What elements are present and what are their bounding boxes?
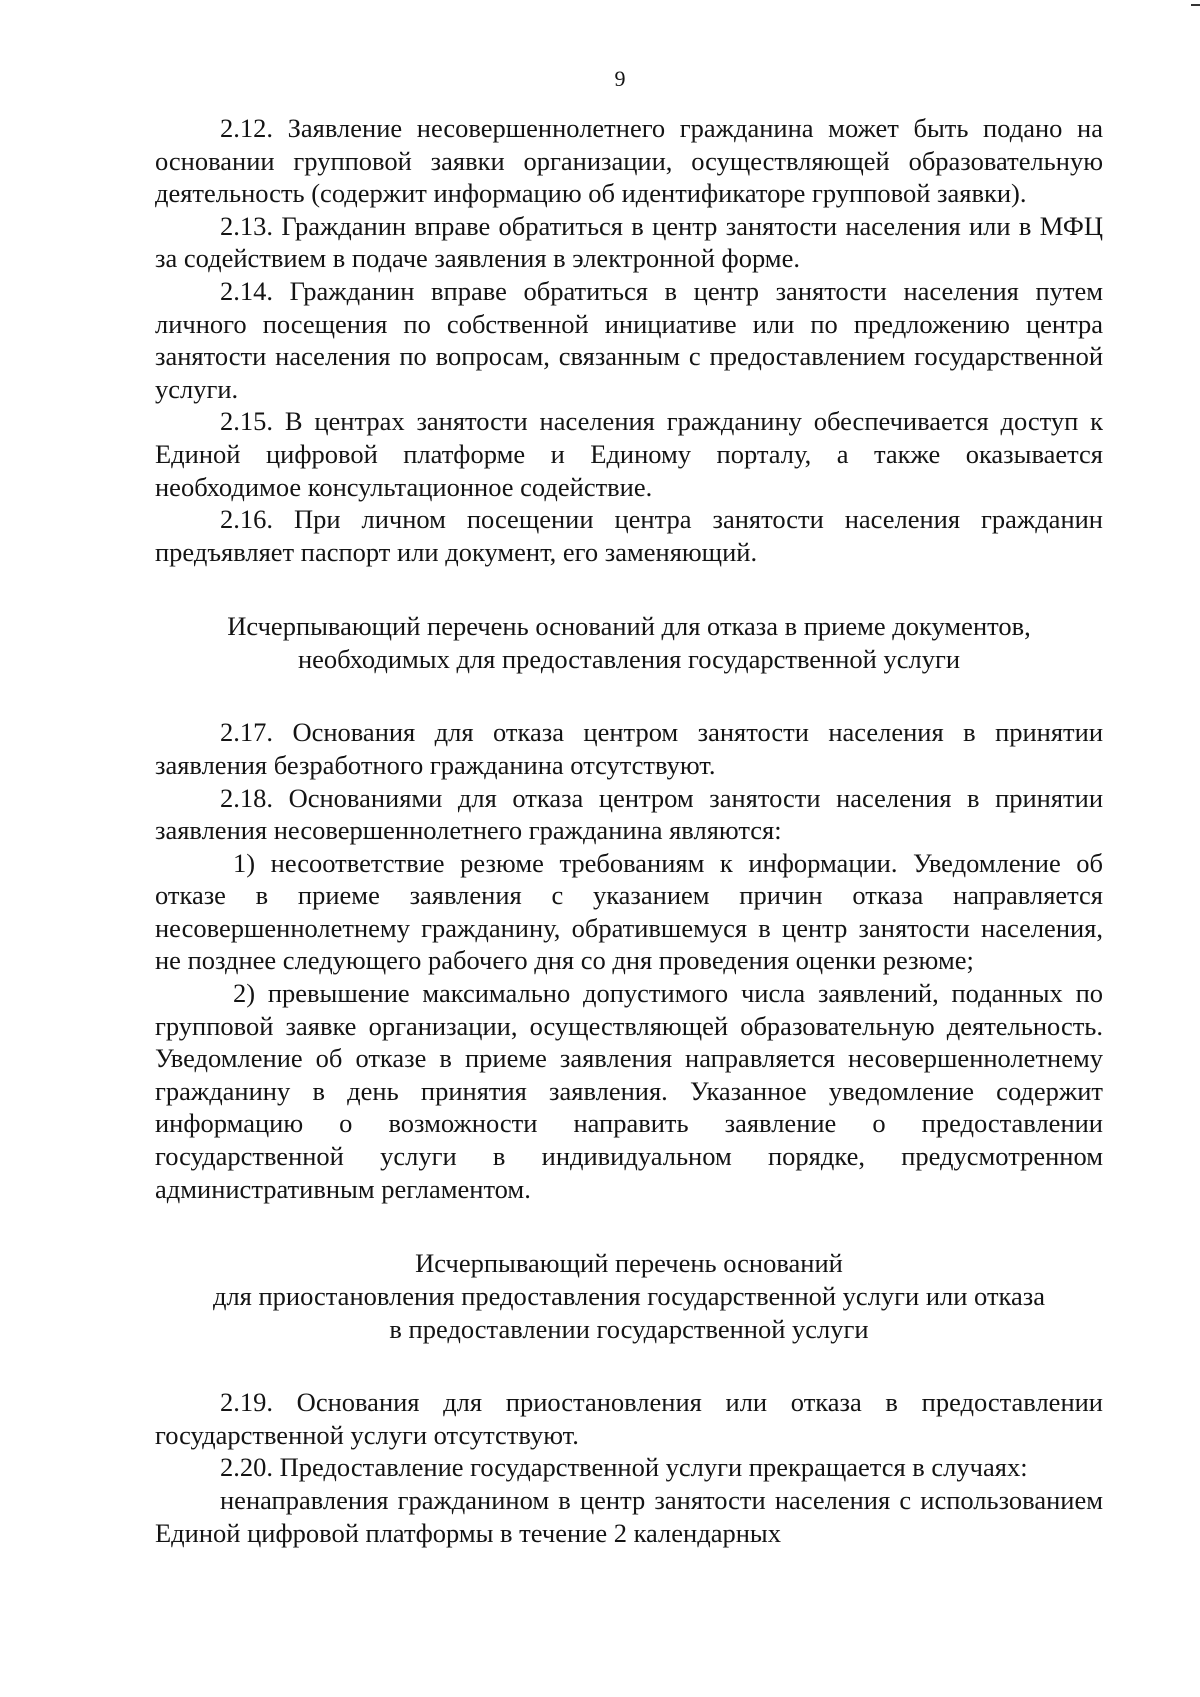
heading-line: в предоставлении государственной услуги xyxy=(389,1314,869,1345)
paragraph-2-17: 2.17. Основания для отказа центром занятости населения в принятии заявления безработного гражданина отсутствуют. xyxy=(155,717,1103,780)
paragraph-2-18: 2.18. Основаниями для отказа центром занятости населения в принятии заявления несовершеннолетнего гражданина являются: xyxy=(155,782,1103,846)
paragraph-2-14: 2.14. Гражданин вправе обратиться в центр занятости населения путем личного посещения по собственной инициативе или по предложению центра занятости населения по вопросам, связанным с предоставлением государственной услуги. xyxy=(155,275,1103,404)
paragraph-2-12: 2.12. Заявление несовершеннолетнего гражданина может быть подано на основании групповой заявки организации, осуществляющей образовательную деятельность (содержит информацию об идентификаторе групповой заявки). xyxy=(155,113,1103,209)
paragraph-2-13: 2.13. Гражданин вправе обратиться в центр занятости населения или в МФЦ за содействием в подаче заявления в электронной форме. xyxy=(155,210,1103,274)
document-body xyxy=(155,112,1103,1549)
paragraph-2-15: 2.15. В центрах занятости населения гражданину обеспечивается доступ к Единой цифровой платформе и Единому порталу, а также оказывается необходимое консультационное содействие. xyxy=(155,406,1103,502)
paragraph-2-19: 2.19. Основания для приостановления или отказа в предоставлении государственной услуги отсутствуют. xyxy=(155,1387,1103,1450)
list-item-2: 2) превышение максимально допустимого числа заявлений, поданных по групповой заявке организации, осуществляющей образовательную деятельность. Уведомление об отказе в приеме заявления направляется несовершеннолетнему гражданину в день принятия заявления. Указанное уведомление содержит информацию о возможности направить заявление о предоставлении государственной услуги в индивидуальном порядке, предусмотренном административным регламентом. xyxy=(155,978,1103,1204)
section-heading-suspension xyxy=(155,1247,1103,1346)
paragraph-2-20: 2.20. Предоставление государственной услуги прекращается в случаях: xyxy=(220,1452,1028,1483)
paragraph-continuation: ненаправления гражданином в центр занятости населения с использованием Единой цифровой платформы в течение 2 календарных xyxy=(155,1485,1103,1548)
heading-line: необходимых для предоставления государственной услуги xyxy=(297,644,961,675)
paragraph-2-16: 2.16. При личном посещении центра занятости населения гражданин предъявляет паспорт или документ, его заменяющий. xyxy=(155,504,1103,567)
heading-line: для приостановления предоставления государственной услуги или отказа xyxy=(212,1281,1046,1312)
page-number: 9 xyxy=(614,66,626,91)
heading-line: Исчерпывающий перечень оснований для отказа в приеме документов, xyxy=(227,611,1031,642)
scan-corner-mark xyxy=(1191,4,1200,6)
list-item-1: 1) несоответствие резюме требованиям к информации. Уведомление об отказе в приеме заявления с указанием причин отказа направляется несовершеннолетнему гражданину, обратившемуся в центр занятости населения, не позднее следующего рабочего дня со дня проведения оценки резюме; xyxy=(155,847,1103,976)
section-heading-refusal-documents xyxy=(155,610,1103,676)
heading-line: Исчерпывающий перечень оснований xyxy=(415,1248,843,1279)
